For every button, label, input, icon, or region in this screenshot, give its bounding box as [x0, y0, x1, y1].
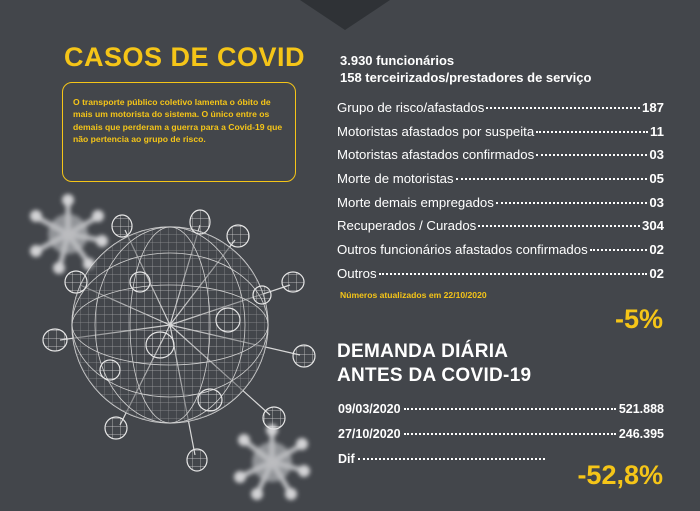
stat-value: 05 [649, 171, 664, 187]
updated-note: Números atualizados em 22/10/2020 [340, 290, 487, 300]
stat-label: Morte demais empregados [337, 194, 494, 210]
stat-label: Outros funcionários afastados confirmados [337, 242, 588, 258]
notice-box [62, 82, 296, 182]
stat-row [337, 218, 664, 242]
demand-dif-label: Dif [338, 452, 355, 466]
page-title: CASOS DE COVID [64, 42, 306, 72]
dot-leader [536, 131, 648, 133]
virus-illustration [0, 170, 330, 511]
stat-value: 304 [641, 218, 664, 234]
dot-leader [379, 273, 648, 275]
stat-value: 187 [641, 100, 664, 115]
small-virus-icon-bottom [234, 424, 310, 500]
stat-row [337, 242, 664, 266]
employees-count: 3.930 funcionários [340, 53, 455, 68]
stat-label: Grupo de risco/afastados [337, 100, 485, 115]
demand-value: 521.888 [618, 402, 664, 416]
stat-value: 03 [649, 147, 664, 163]
stat-value: 11 [650, 123, 664, 139]
dot-leader [496, 202, 647, 204]
stat-label: Morte de motoristas [337, 171, 454, 187]
stat-row [337, 195, 664, 219]
percent-small: -5% [614, 304, 663, 334]
demand-title [337, 340, 531, 388]
dot-leader [590, 249, 648, 251]
demand-date: 09/03/2020 [338, 402, 401, 416]
dot-leader [404, 433, 616, 435]
stat-label: Motoristas afastados por suspeita [337, 123, 535, 139]
percent-big: -52,8% [577, 460, 663, 490]
demand-value: 246.395 [618, 427, 664, 441]
notice-text: O transporte público coletivo lamenta o óbito de mais um motorista do sistema. O único entre os demais que perderam a guerra para a Covid-19 que não pertencia ao grupo de risco. [73, 97, 283, 145]
staff-counts [340, 52, 591, 86]
stat-label: Motoristas afastados confirmados [337, 147, 535, 163]
stat-label: Outros [337, 265, 377, 281]
stat-row [337, 124, 664, 148]
contractors-count: 158 terceirizados/prestadores de serviço [340, 70, 592, 85]
demand-row [338, 427, 664, 452]
stat-row [337, 100, 664, 124]
stat-row [337, 266, 664, 290]
stat-label: Recuperados / Curados [337, 218, 477, 234]
demand-date: 27/10/2020 [338, 427, 401, 441]
dot-leader [358, 458, 545, 460]
demand-dif-row [338, 452, 548, 477]
demand-row [338, 402, 664, 427]
dot-leader [486, 107, 640, 109]
stat-row [337, 147, 664, 171]
top-notch-decoration [300, 0, 390, 30]
stat-value: 03 [649, 194, 664, 210]
stats-list [337, 100, 664, 290]
dot-leader [456, 178, 648, 180]
dot-leader [478, 225, 640, 227]
demand-title-line1: DEMANDA DIÁRIA [337, 341, 509, 362]
stat-value: 02 [649, 265, 664, 281]
dot-leader [536, 154, 647, 156]
dot-leader [404, 408, 616, 410]
stat-value: 02 [649, 242, 664, 258]
stat-row [337, 171, 664, 195]
demand-title-line2: ANTES DA COVID-19 [337, 365, 532, 386]
